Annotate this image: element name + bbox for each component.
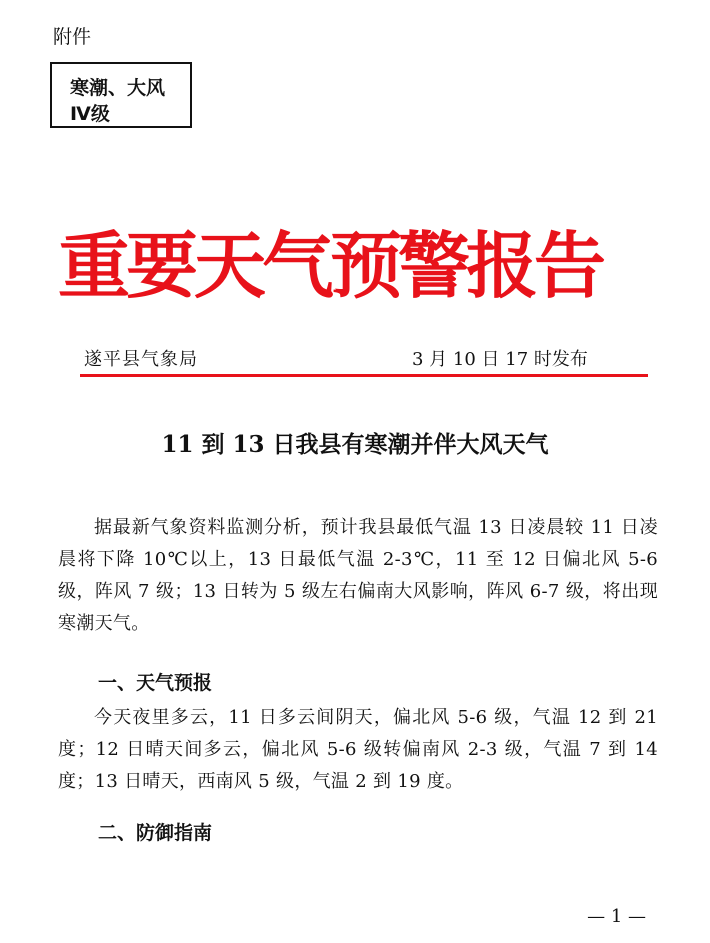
section-heading-defense: 二、防御指南 [98, 822, 213, 844]
report-headline: 重要天气预警报告 [58, 224, 603, 308]
attachment-label: 附件 [53, 26, 92, 48]
page-number: — 1 — [587, 906, 646, 927]
red-divider [80, 374, 648, 377]
issuer-name: 遂平县气象局 [84, 349, 198, 370]
section-heading-forecast: 一、天气预报 [98, 672, 213, 694]
document-title: 11 到 13 日我县有寒潮并伴大风天气 [161, 431, 549, 458]
alert-level-type: 寒潮、大风 [70, 77, 166, 99]
summary-paragraph: 据最新气象资料监测分析，预计我县最低气温 13 日凌晨较 11 日凌晨将下降 10℃以上，13 日最低气温 2-3℃，11 至 12 日偏北风 5-6 级，阵风 7 级；13 日转为 5 级左右偏南大风影响，阵风 6-7 级，将出现寒潮天气。 [58, 517, 658, 634]
alert-level-grade: Ⅳ级 [70, 103, 110, 125]
forecast-paragraph: 今天夜里多云，11 日多云间阴天，偏北风 5-6 级，气温 12 到 21 度；12 日晴天间多云，偏北风 5-6 级转偏南风 2-3 级，气温 7 到 14 度；13 日晴天，西南风 5 级，气温 2 到 19 度。 [58, 707, 658, 792]
alert-level-box [50, 62, 192, 128]
issue-time: 3 月 10 日 17 时发布 [412, 349, 588, 370]
